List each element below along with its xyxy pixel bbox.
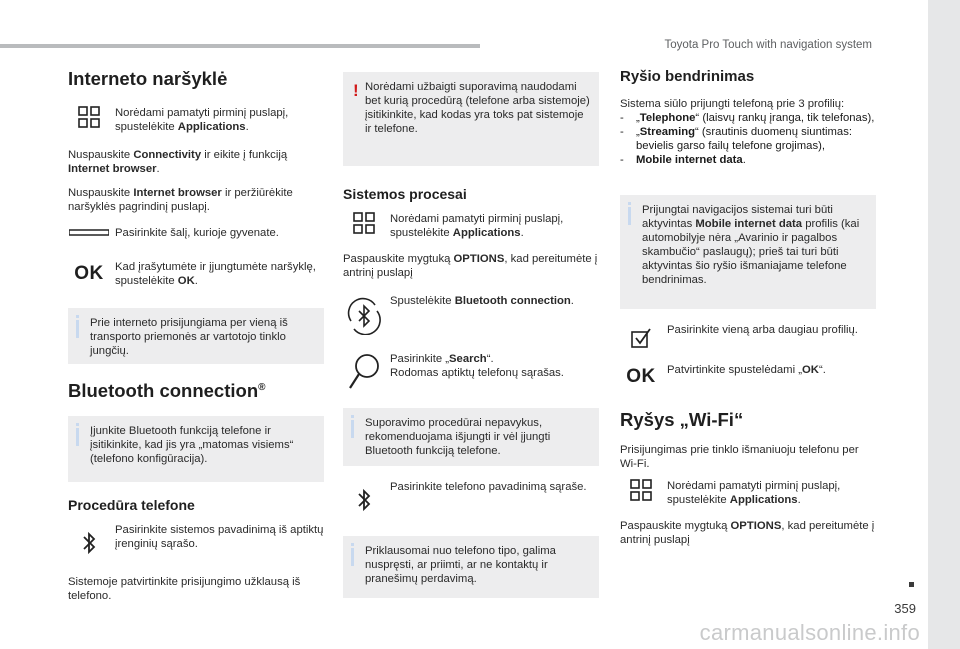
select-bar-icon — [63, 226, 115, 240]
watermark: carmanualsonline.info — [699, 620, 920, 645]
phone-procedure-title: Procedūra telefone — [68, 497, 195, 513]
note-contacts-transfer: Priklausomai nuo telefono tipo, galima nuspręsti, ar priimti, ar ne kontaktų ir pranešimų perdavimą. — [343, 536, 599, 598]
list-item: - „Telephone“ (laisvų rankų įranga, tik telefonas), — [620, 112, 875, 124]
apps-grid-icon — [615, 479, 667, 501]
profiles-paragraph: Sistema siūlo prijungti telefoną prie 3 profilių: — [620, 98, 845, 110]
apps-grid-icon — [63, 106, 115, 128]
options-paragraph: Paspauskite mygtuką OPTIONS, kad pereitumėte į antrinį puslapį — [343, 253, 598, 279]
note-bluetooth-visible: Įjunkite Bluetooth funkciją telefone ir įsitikinkite, kad jis yra „matomas visiems“ (telefono konfigūracija). — [68, 416, 324, 482]
instruction-country: Pasirinkite šalį, kurioje gyvenate. — [63, 226, 324, 240]
apps-grid-icon — [338, 212, 390, 234]
options-paragraph: Paspauskite mygtuką OPTIONS, kad pereitumėte į antrinį puslapį — [620, 520, 875, 546]
info-icon — [76, 320, 79, 338]
list-item: - Mobile internet data. — [620, 154, 746, 166]
internet-browser-title: Interneto naršyklė — [68, 68, 228, 89]
info-icon — [351, 420, 354, 438]
profiles-list — [620, 111, 876, 167]
bluetooth-title: Bluetooth connection® — [68, 380, 266, 401]
note-pairing-failed: Suporavimo procedūrai nepavykus, rekomenduojama išjungti ir vėl įjungti Bluetooth funkciją telefone. — [343, 408, 599, 466]
checkbox-icon — [615, 323, 667, 353]
wifi-paragraph: Prisijungimas prie tinklo išmaniuoju telefonu per Wi-Fi. — [620, 444, 859, 470]
search-icon — [338, 352, 390, 392]
info-icon — [628, 207, 631, 225]
instruction-bluetooth-connection: Spustelėkite Bluetooth connection. — [338, 294, 599, 338]
instruction-applications: Norėdami pamatyti pirminį puslapį, spustelėkite Applications. — [338, 212, 599, 240]
system-procedures-title: Sistemos procesai — [343, 186, 467, 202]
note-mobile-data: Prijungtai navigacijos sistemai turi būti aktyvintas Mobile internet data profilis (kai automobilyje nėra „Avarinio ir pagalbos skambučio“ paslaugų); prieš tai turi būti aktyvintas šio ryšio išmaniajame telefone bendrinimas. — [620, 195, 876, 309]
info-icon — [351, 548, 354, 566]
instruction-applications: Norėdami pamatyti pirminį puslapį, spustelėkite Applications. — [63, 106, 324, 134]
bluetooth-circle-icon — [338, 294, 390, 338]
instruction-confirm-ok: OK Patvirtinkite spustelėdami „OK“. — [615, 363, 876, 391]
browser-paragraph: Nuspauskite Internet browser ir peržiūrėkite naršyklės pagrindinį puslapį. — [68, 187, 293, 213]
instruction-select-profiles: Pasirinkite vieną arba daugiau profilių. — [615, 323, 876, 353]
ok-icon: OK — [74, 263, 104, 284]
header-title: Toyota Pro Touch with navigation system — [664, 39, 872, 51]
bluetooth-icon — [63, 523, 115, 563]
instruction-applications: Norėdami pamatyti pirminį puslapį, spustelėkite Applications. — [615, 479, 876, 507]
sharing-title: Ryšio bendrinimas — [620, 68, 755, 85]
column-3 — [620, 60, 876, 547]
info-icon — [76, 428, 79, 446]
list-item: - „Streaming“ (srautinis duomenų siuntimas: bevielis garso failų telefone grojimas), — [620, 126, 852, 152]
ok-icon: OK — [626, 366, 656, 387]
note-internet-connection: Prie interneto prisijungiama per vieną iš transporto priemonės ar vartotojo tinklo jungčių. — [68, 308, 324, 364]
column-1 — [68, 60, 324, 603]
column-2 — [343, 60, 599, 598]
connectivity-paragraph: Nuspauskite Connectivity ir eikite į funkciją Internet browser. — [68, 149, 288, 175]
confirm-paragraph: Sistemoje patvirtinkite prisijungimo užklausą iš telefono. — [68, 576, 301, 602]
wifi-title: Ryšys „Wi-Fi“ — [620, 409, 744, 430]
continuation-dot — [909, 582, 914, 587]
instruction-select-phone: Pasirinkite telefono pavadinimą sąraše. — [338, 480, 599, 520]
instruction-ok: OK Kad įrašytumėte ir įjungtumėte naršyklę, spustelėkite OK. — [63, 260, 324, 288]
bluetooth-icon — [338, 480, 390, 520]
instruction-search: Pasirinkite „Search“. Rodomas aptiktų telefonų sąrašas. — [338, 352, 599, 392]
page-number: 359 — [894, 601, 916, 616]
instruction-select-system: Pasirinkite sistemos pavadinimą iš aptiktų įrenginių sąrašo. — [63, 523, 324, 563]
side-strip — [928, 0, 960, 649]
warning-pairing-code: ! Norėdami užbaigti suporavimą naudodami bet kurią procedūrą (telefone arba sistemoje) įsitikinkite, kad kodas yra toks pat sistemoje ir telefone. — [343, 72, 599, 166]
header-rule — [0, 44, 480, 48]
warning-icon: ! — [353, 81, 359, 100]
